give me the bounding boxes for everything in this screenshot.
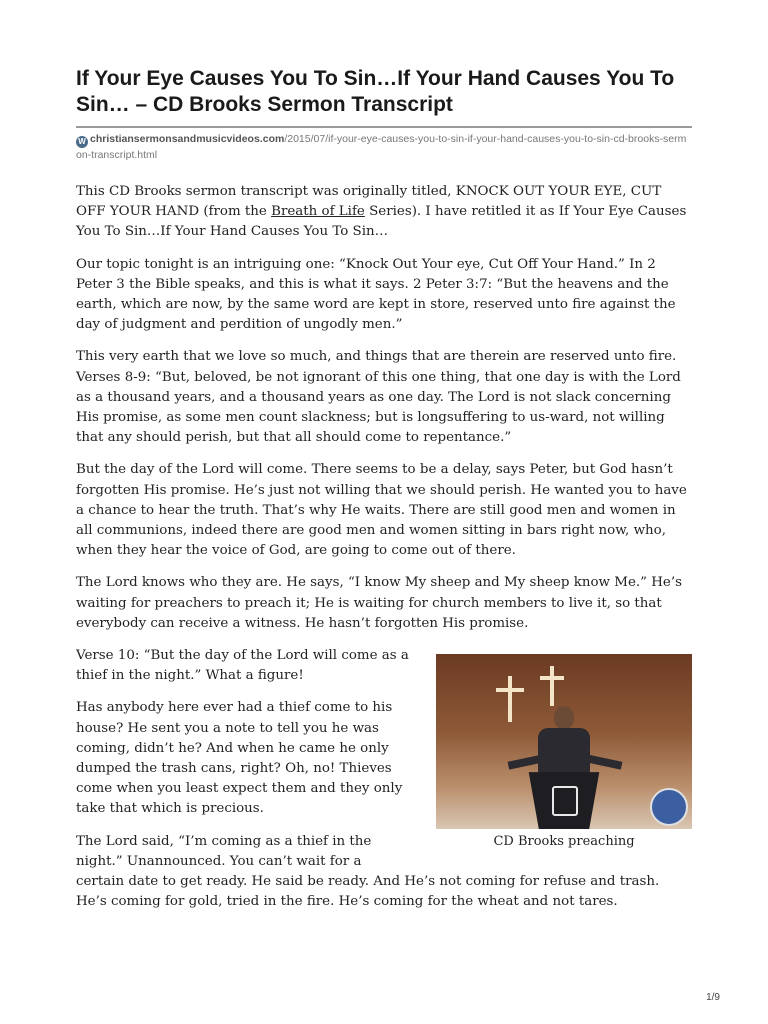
paragraph-4: But the day of the Lord will come. There seems to be a delay, says Peter, but God hasn’t forgotten His promise. He’s just not willing that we should perish. He wanted you to have a chance to hear the truth. That’s why He waits. There are still good men and women in all communions, indeed there are good men and women sitting in bars right now, who, when they hear the voice of God, are going to come out of there. [76, 462, 687, 559]
paragraph-3: This very earth that we love so much, and things that are therein are reserved unto fire. Verses 8-9: “But, beloved, be not ignorant of this one thing, that one day is with the Lord as a thousand years, and a thousand years as one day. The Lord is not slack concerning His promise, as some men count slackness; but is longsuffering to us-ward, not willing that any should perish, but that all should come to repentance.” [76, 349, 681, 446]
paragraph-7: Has anybody here ever had a thief come to his house? He sent you a note to tell you he was coming, didn’t he? And when he came he only dumped the trash cans, right? Oh, no! Thieves come when you least expect them and they only take that which is precious. [76, 700, 403, 817]
source-link[interactable] [76, 132, 692, 162]
paragraph-1-start: This CD Brooks sermon transcript was originally titled, KNOCK OUT YOUR EYE, CUT OFF YOUR HAND (from the [76, 184, 662, 220]
paragraph-1-end: Series). I have retitled it as If Your Eye Causes You To Sin…If Your Hand Causes You To Sin… [76, 204, 687, 240]
church-logo-icon [552, 786, 578, 816]
preacher-photo [436, 654, 692, 829]
article-body [76, 182, 692, 925]
sermon-figure [436, 654, 692, 851]
emblem-icon [650, 788, 688, 826]
paragraph-5: The Lord knows who they are. He says, “I know My sheep and My sheep know Me.” He’s waiting for preachers to preach it; He is waiting for church members to live it, so that everybody can receive a witness. He hasn’t forgotten His promise. [76, 575, 682, 631]
paragraph-1 [76, 182, 692, 243]
source-url [76, 126, 692, 162]
source-domain: christiansermonsandmusicvideos.com [90, 133, 285, 145]
breath-of-life-link[interactable]: Breath of Life [271, 204, 365, 220]
figure-caption: CD Brooks preaching [493, 834, 635, 850]
page-number: 1/9 [706, 992, 720, 1003]
paragraph-6: Verse 10: “But the day of the Lord will come as a thief in the night.” What a figure! [76, 648, 409, 684]
paragraph-8: The Lord said, “I’m coming as a thief in the night.” Unannounced. You can’t wait for a certain date to get ready. He said be ready. And He’s not coming for refuse and trash. He’s coming for gold, tried in the fire. He’s coming for the wheat and not tares. [76, 833, 660, 910]
page-title: If Your Eye Causes You To Sin…If Your Hand Causes You To Sin… – CD Brooks Sermon Transcript [76, 67, 675, 116]
wordpress-icon: W [76, 136, 88, 148]
source-path: /2015/07/if-your-eye-causes-you-to-sin-if-your-hand-causes-you-to-sin-cd-brooks-sermon-transcript.html [76, 133, 687, 161]
paragraph-2: Our topic tonight is an intriguing one: “Knock Out Your eye, Cut Off Your Hand.” In 2 Peter 3 the Bible speaks, and this is what it says. 2 Peter 3:7: “But the heavens and the earth, which are now, by the same word are kept in store, reserved unto fire against the day of judgment and perdition of ungodly men.” [76, 256, 676, 333]
